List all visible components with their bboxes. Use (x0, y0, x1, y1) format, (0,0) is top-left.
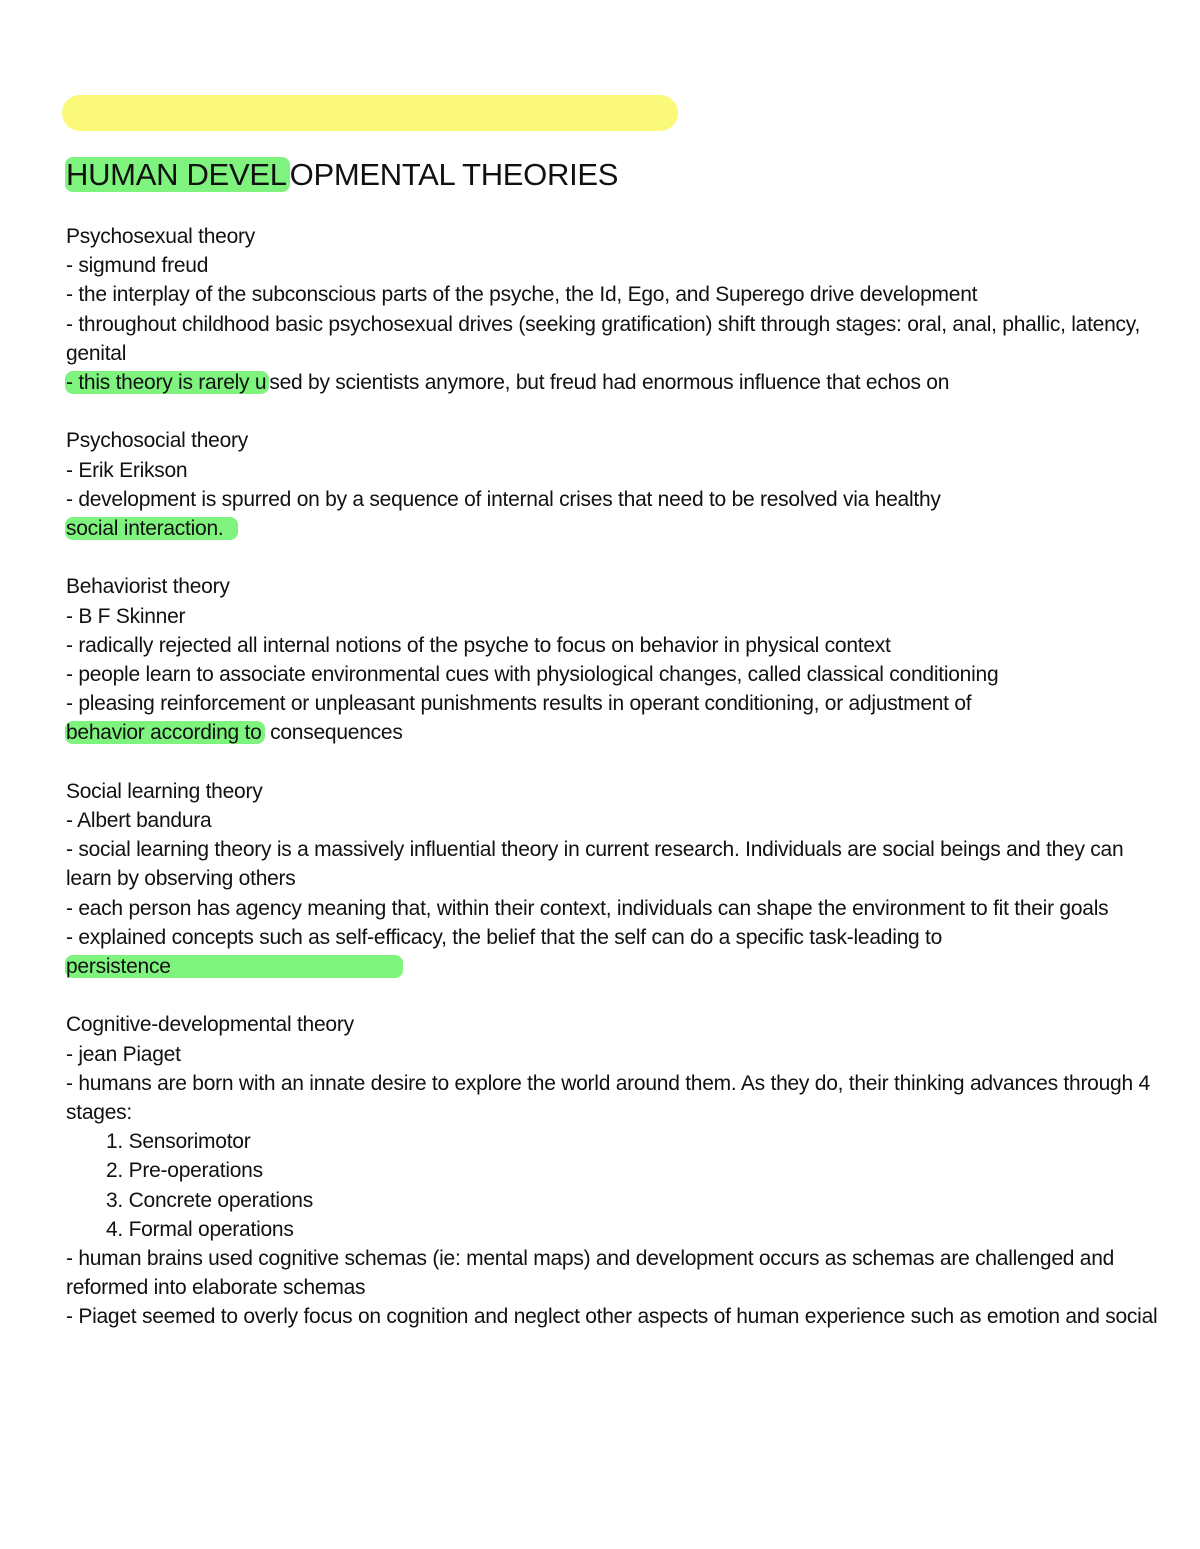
section-behaviorist (66, 572, 1171, 747)
yellow-highlight-bar (62, 95, 678, 131)
list-item: 4. Formal operations (106, 1217, 294, 1241)
green-highlight: social interaction. (65, 517, 238, 540)
bullet-line: - explained concepts such as self-efficacy, the belief that the self can do a specific task-leading to (66, 925, 943, 949)
title-highlight: HUMAN DEVEL (65, 157, 290, 192)
list-item: 2. Pre-operations (106, 1159, 263, 1183)
highlighted-line (66, 514, 1171, 543)
section-heading: Psychosexual theory (66, 225, 256, 248)
bullet-line: - human brains used cognitive schemas (ie: mental maps) and development occurs as schemas are challenged and reformed into elaborate schemas (66, 1247, 1115, 1300)
section-heading: Behaviorist theory (66, 575, 230, 599)
bullet-line: - people learn to associate environmental cues with physiological changes, called classical conditioning (66, 663, 999, 687)
green-highlight: - this theory is rarely u (65, 371, 269, 394)
bullet-line: - pleasing reinforcement or unpleasant punishments results in operant conditioning, or adjustment of (66, 692, 972, 716)
page-title (66, 156, 618, 194)
highlighted-line (66, 718, 1171, 747)
section-cognitive-developmental (66, 1010, 1171, 1331)
bullet-line: - Piaget seemed to overly focus on cognition and neglect other aspects of human experience such as emotion and social (66, 1305, 1158, 1329)
title-rest: OPMENTAL THEORIES (289, 157, 619, 192)
bullet-line: - throughout childhood basic psychosexual drives (seeking gratification) shift through stages: oral, anal, phallic, latency, genital (66, 312, 1141, 365)
section-heading: Cognitive-developmental theory (66, 1013, 354, 1037)
bullet-line: - humans are born with an innate desire to explore the world around them. As they do, their thinking advances through 4 stages: (66, 1071, 1150, 1125)
highlighted-line (66, 952, 1171, 981)
section-heading: Social learning theory (66, 779, 263, 803)
line-rest: sed by scientists anymore, but freud had enormous influence that echos on (269, 371, 950, 395)
bullet-line: - development is spurred on by a sequence of internal crises that need to be resolved via healthy (66, 487, 941, 511)
green-highlight: behavior according to (65, 721, 265, 744)
section-psychosexual (66, 222, 1171, 397)
bullet-line: - sigmund freud (66, 254, 209, 278)
section-heading: Psychosocial theory (66, 429, 249, 453)
stages-list (66, 1127, 1171, 1244)
bullet-line: - B F Skinner (66, 604, 186, 628)
green-highlight: persistence (65, 955, 403, 978)
notes-body (66, 222, 1171, 1361)
bullet-line: - Albert bandura (66, 809, 212, 833)
bullet-line: - Erik Erikson (66, 458, 188, 482)
line-rest: consequences (264, 721, 403, 745)
bullet-line: - social learning theory is a massively influential theory in current research. Individuals are social beings and they can learn by observing others (66, 838, 1124, 891)
section-social-learning (66, 777, 1171, 981)
highlighted-line (66, 368, 1171, 397)
bullet-line: - jean Piaget (66, 1042, 181, 1066)
section-psychosocial (66, 426, 1171, 543)
bullet-line: - each person has agency meaning that, within their context, individuals can shape the environment to fit their goals (66, 896, 1109, 920)
list-item: 1. Sensorimotor (106, 1130, 251, 1154)
list-item: 3. Concrete operations (106, 1188, 313, 1212)
bullet-line: - radically rejected all internal notions of the psyche to focus on behavior in physical context (66, 633, 891, 657)
bullet-line: - the interplay of the subconscious parts of the psyche, the Id, Ego, and Superego drive development (66, 283, 978, 307)
